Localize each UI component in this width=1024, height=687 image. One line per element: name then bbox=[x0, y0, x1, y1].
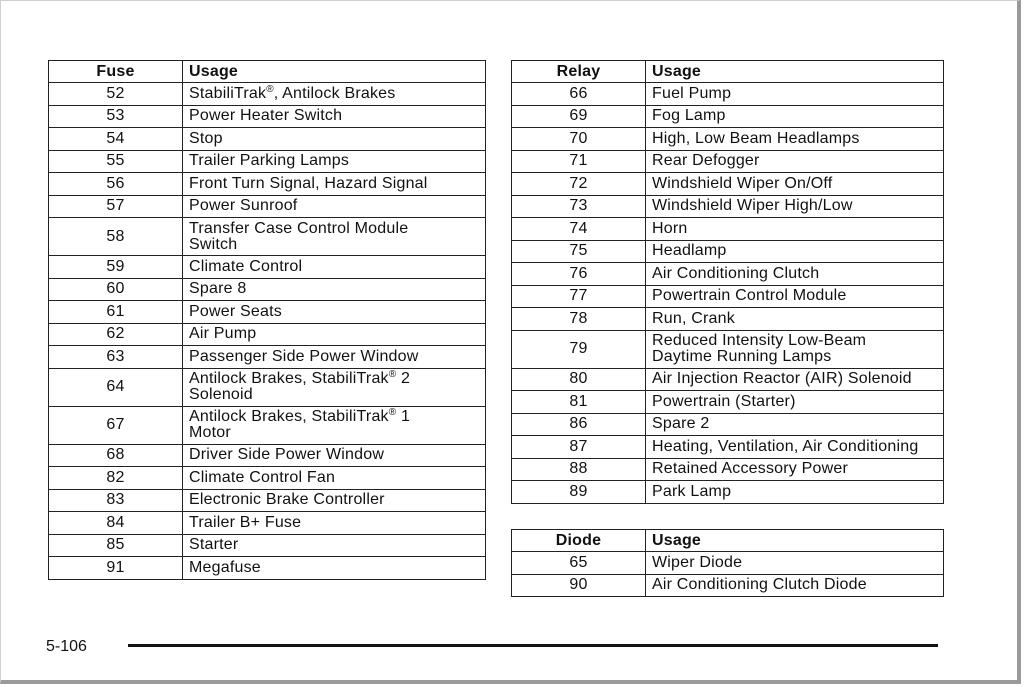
usage-text: Reduced Intensity Low-Beam bbox=[652, 332, 867, 349]
table-row bbox=[512, 105, 944, 128]
row-usage-cell bbox=[646, 391, 944, 414]
usage-text: Trailer B+ Fuse bbox=[189, 513, 302, 531]
row-usage-cell bbox=[646, 218, 944, 241]
table-row bbox=[49, 256, 486, 279]
table-header-row bbox=[512, 530, 944, 552]
table-row bbox=[512, 458, 944, 481]
usage-text: Air Pump bbox=[189, 325, 257, 343]
usage-text-line2: Daytime Running Lamps bbox=[652, 348, 832, 365]
usage-text: Air Injection Reactor (AIR) Solenoid bbox=[652, 370, 912, 388]
table-row bbox=[49, 301, 486, 324]
row-usage-cell bbox=[183, 301, 486, 324]
usage-text: Antilock Brakes, StabiliTrak bbox=[189, 370, 389, 387]
column-header-usage: Usage bbox=[183, 61, 486, 83]
row-usage-cell bbox=[183, 256, 486, 279]
usage-text-line2: Switch bbox=[189, 235, 238, 253]
table-row bbox=[512, 436, 944, 459]
usage-text: Power Sunroof bbox=[189, 197, 298, 215]
row-number-cell: 74 bbox=[512, 218, 646, 241]
usage-text: Climate Control Fan bbox=[189, 468, 336, 486]
usage-text: Park Lamp bbox=[652, 482, 732, 500]
table-row bbox=[512, 150, 944, 173]
row-usage-cell bbox=[183, 444, 486, 467]
table-header-row bbox=[49, 61, 486, 83]
row-usage-cell bbox=[646, 552, 944, 575]
row-number-cell: 70 bbox=[512, 128, 646, 151]
row-number-cell: 82 bbox=[49, 467, 183, 490]
row-usage-cell bbox=[646, 368, 944, 391]
table-row bbox=[512, 481, 944, 504]
row-number-cell: 75 bbox=[512, 240, 646, 263]
row-usage-cell bbox=[183, 512, 486, 535]
usage-text: Air Conditioning Clutch Diode bbox=[652, 576, 867, 594]
table-row bbox=[512, 308, 944, 331]
row-usage-cell bbox=[646, 413, 944, 436]
row-number-cell: 56 bbox=[49, 173, 183, 196]
row-usage-cell bbox=[646, 436, 944, 459]
row-number-cell: 78 bbox=[512, 308, 646, 331]
usage-text: Antilock Brakes, StabiliTrak bbox=[189, 408, 389, 425]
row-usage-cell bbox=[646, 330, 944, 368]
row-usage-cell bbox=[183, 128, 486, 151]
table-row bbox=[49, 278, 486, 301]
fuse-table-body bbox=[49, 83, 486, 580]
usage-text-continued: 1 bbox=[396, 408, 411, 425]
table-row bbox=[49, 534, 486, 557]
row-number-cell: 81 bbox=[512, 391, 646, 414]
row-number-cell: 65 bbox=[512, 552, 646, 575]
row-number-cell: 86 bbox=[512, 413, 646, 436]
usage-text: High, Low Beam Headlamps bbox=[652, 129, 860, 147]
diode-table bbox=[511, 529, 944, 597]
row-usage-cell bbox=[646, 574, 944, 597]
row-usage-cell bbox=[646, 83, 944, 106]
usage-text: Trailer Parking Lamps bbox=[189, 152, 350, 170]
row-number-cell: 84 bbox=[49, 512, 183, 535]
row-number-cell: 88 bbox=[512, 458, 646, 481]
row-usage-cell bbox=[183, 278, 486, 301]
row-usage-cell bbox=[646, 105, 944, 128]
usage-text: Rear Defogger bbox=[652, 152, 760, 170]
row-number-cell: 77 bbox=[512, 285, 646, 308]
row-number-cell: 69 bbox=[512, 105, 646, 128]
row-usage-cell bbox=[646, 308, 944, 331]
row-usage-cell bbox=[183, 489, 486, 512]
table-row bbox=[512, 574, 944, 597]
row-usage-cell bbox=[183, 105, 486, 128]
diode-table-body bbox=[512, 552, 944, 597]
usage-text: Megafuse bbox=[189, 558, 261, 576]
table-row bbox=[512, 263, 944, 286]
usage-text: Air Conditioning Clutch bbox=[652, 264, 820, 282]
usage-text: Run, Crank bbox=[652, 309, 735, 327]
row-usage-cell bbox=[646, 458, 944, 481]
usage-text: Powertrain (Starter) bbox=[652, 392, 796, 410]
usage-text: Power Heater Switch bbox=[189, 107, 343, 125]
row-number-cell: 52 bbox=[49, 83, 183, 106]
column-header-fuse: Fuse bbox=[49, 61, 183, 83]
table-row bbox=[512, 391, 944, 414]
row-usage-cell bbox=[183, 195, 486, 218]
row-number-cell: 90 bbox=[512, 574, 646, 597]
row-number-cell: 67 bbox=[49, 406, 183, 444]
row-number-cell: 80 bbox=[512, 368, 646, 391]
row-number-cell: 71 bbox=[512, 150, 646, 173]
table-row bbox=[512, 240, 944, 263]
row-usage-cell bbox=[183, 173, 486, 196]
table-row bbox=[512, 330, 944, 368]
row-number-cell: 57 bbox=[49, 195, 183, 218]
usage-text: Transfer Case Control Module bbox=[189, 219, 409, 237]
row-usage-cell bbox=[646, 173, 944, 196]
column-header-usage: Usage bbox=[646, 530, 944, 552]
usage-text: Wiper Diode bbox=[652, 553, 743, 571]
table-row bbox=[49, 557, 486, 580]
usage-text: Climate Control bbox=[189, 257, 303, 275]
usage-text: Horn bbox=[652, 219, 688, 237]
page-number: 5-106 bbox=[46, 638, 87, 655]
row-number-cell: 79 bbox=[512, 330, 646, 368]
row-usage-cell bbox=[646, 150, 944, 173]
column-header-relay: Relay bbox=[512, 61, 646, 83]
table-row bbox=[49, 489, 486, 512]
usage-text-line2: Solenoid bbox=[189, 386, 253, 403]
row-number-cell: 61 bbox=[49, 301, 183, 324]
row-usage-cell bbox=[646, 195, 944, 218]
row-usage-cell bbox=[183, 368, 486, 406]
table-row bbox=[49, 444, 486, 467]
column-header-diode: Diode bbox=[512, 530, 646, 552]
table-row bbox=[512, 552, 944, 575]
table-row bbox=[49, 512, 486, 535]
table-row bbox=[49, 467, 486, 490]
row-usage-cell bbox=[183, 346, 486, 369]
row-number-cell: 54 bbox=[49, 128, 183, 151]
row-number-cell: 62 bbox=[49, 323, 183, 346]
table-row bbox=[49, 323, 486, 346]
row-usage-cell bbox=[183, 406, 486, 444]
row-usage-cell bbox=[646, 285, 944, 308]
table-row bbox=[512, 368, 944, 391]
usage-text: Electronic Brake Controller bbox=[189, 491, 385, 509]
usage-text: Stop bbox=[189, 129, 223, 147]
row-usage-cell bbox=[183, 150, 486, 173]
table-row bbox=[49, 128, 486, 151]
usage-text: Powertrain Control Module bbox=[652, 287, 847, 305]
usage-text: Passenger Side Power Window bbox=[189, 347, 419, 365]
row-number-cell: 89 bbox=[512, 481, 646, 504]
usage-text: Driver Side Power Window bbox=[189, 446, 385, 464]
usage-text: Windshield Wiper On/Off bbox=[652, 174, 833, 192]
usage-text: Headlamp bbox=[652, 242, 727, 260]
registered-mark: ® bbox=[388, 407, 397, 418]
row-number-cell: 72 bbox=[512, 173, 646, 196]
table-row bbox=[49, 368, 486, 406]
row-usage-cell bbox=[646, 481, 944, 504]
row-usage-cell bbox=[183, 83, 486, 106]
row-number-cell: 59 bbox=[49, 256, 183, 279]
usage-text: Front Turn Signal, Hazard Signal bbox=[189, 174, 428, 192]
table-row bbox=[49, 173, 486, 196]
usage-text: Spare 2 bbox=[652, 415, 710, 433]
row-number-cell: 85 bbox=[49, 534, 183, 557]
row-usage-cell bbox=[646, 240, 944, 263]
usage-text: Windshield Wiper High/Low bbox=[652, 197, 853, 215]
usage-text-line2: Motor bbox=[189, 424, 231, 441]
table-header-row bbox=[512, 61, 944, 83]
row-number-cell: 60 bbox=[49, 278, 183, 301]
row-usage-cell bbox=[183, 534, 486, 557]
table-row bbox=[49, 195, 486, 218]
row-usage-cell bbox=[646, 128, 944, 151]
row-usage-cell bbox=[183, 557, 486, 580]
row-usage-cell bbox=[183, 323, 486, 346]
row-number-cell: 63 bbox=[49, 346, 183, 369]
row-usage-cell bbox=[646, 263, 944, 286]
row-usage-cell bbox=[183, 218, 486, 256]
usage-text-continued: , Antilock Brakes bbox=[273, 84, 396, 102]
table-row bbox=[512, 173, 944, 196]
row-number-cell: 58 bbox=[49, 218, 183, 256]
usage-text-continued: 2 bbox=[396, 370, 411, 387]
table-row bbox=[512, 285, 944, 308]
row-number-cell: 55 bbox=[49, 150, 183, 173]
fuse-table bbox=[48, 60, 486, 580]
usage-text: Spare 8 bbox=[189, 280, 247, 298]
usage-text: StabiliTrak bbox=[189, 84, 267, 102]
table-row bbox=[49, 406, 486, 444]
registered-mark: ® bbox=[388, 369, 397, 380]
row-number-cell: 87 bbox=[512, 436, 646, 459]
table-row bbox=[512, 83, 944, 106]
table-row bbox=[512, 128, 944, 151]
table-row bbox=[49, 218, 486, 256]
row-number-cell: 76 bbox=[512, 263, 646, 286]
table-row bbox=[49, 105, 486, 128]
row-number-cell: 66 bbox=[512, 83, 646, 106]
row-number-cell: 68 bbox=[49, 444, 183, 467]
row-number-cell: 64 bbox=[49, 368, 183, 406]
row-number-cell: 83 bbox=[49, 489, 183, 512]
relay-table bbox=[511, 60, 944, 504]
table-row bbox=[512, 195, 944, 218]
footer-rule bbox=[128, 644, 938, 647]
row-number-cell: 53 bbox=[49, 105, 183, 128]
usage-text: Starter bbox=[189, 536, 239, 554]
row-number-cell: 91 bbox=[49, 557, 183, 580]
column-header-usage: Usage bbox=[646, 61, 944, 83]
registered-mark: ® bbox=[266, 83, 274, 95]
table-row bbox=[49, 150, 486, 173]
table-row bbox=[512, 413, 944, 436]
table-row bbox=[49, 346, 486, 369]
row-number-cell: 73 bbox=[512, 195, 646, 218]
usage-text: Power Seats bbox=[189, 302, 282, 320]
usage-text: Retained Accessory Power bbox=[652, 460, 849, 478]
usage-text: Heating, Ventilation, Air Conditioning bbox=[652, 437, 919, 455]
usage-text: Fuel Pump bbox=[652, 84, 732, 102]
table-row bbox=[49, 83, 486, 106]
usage-text: Fog Lamp bbox=[652, 107, 726, 125]
relay-table-body bbox=[512, 83, 944, 504]
row-usage-cell bbox=[183, 467, 486, 490]
table-row bbox=[512, 218, 944, 241]
